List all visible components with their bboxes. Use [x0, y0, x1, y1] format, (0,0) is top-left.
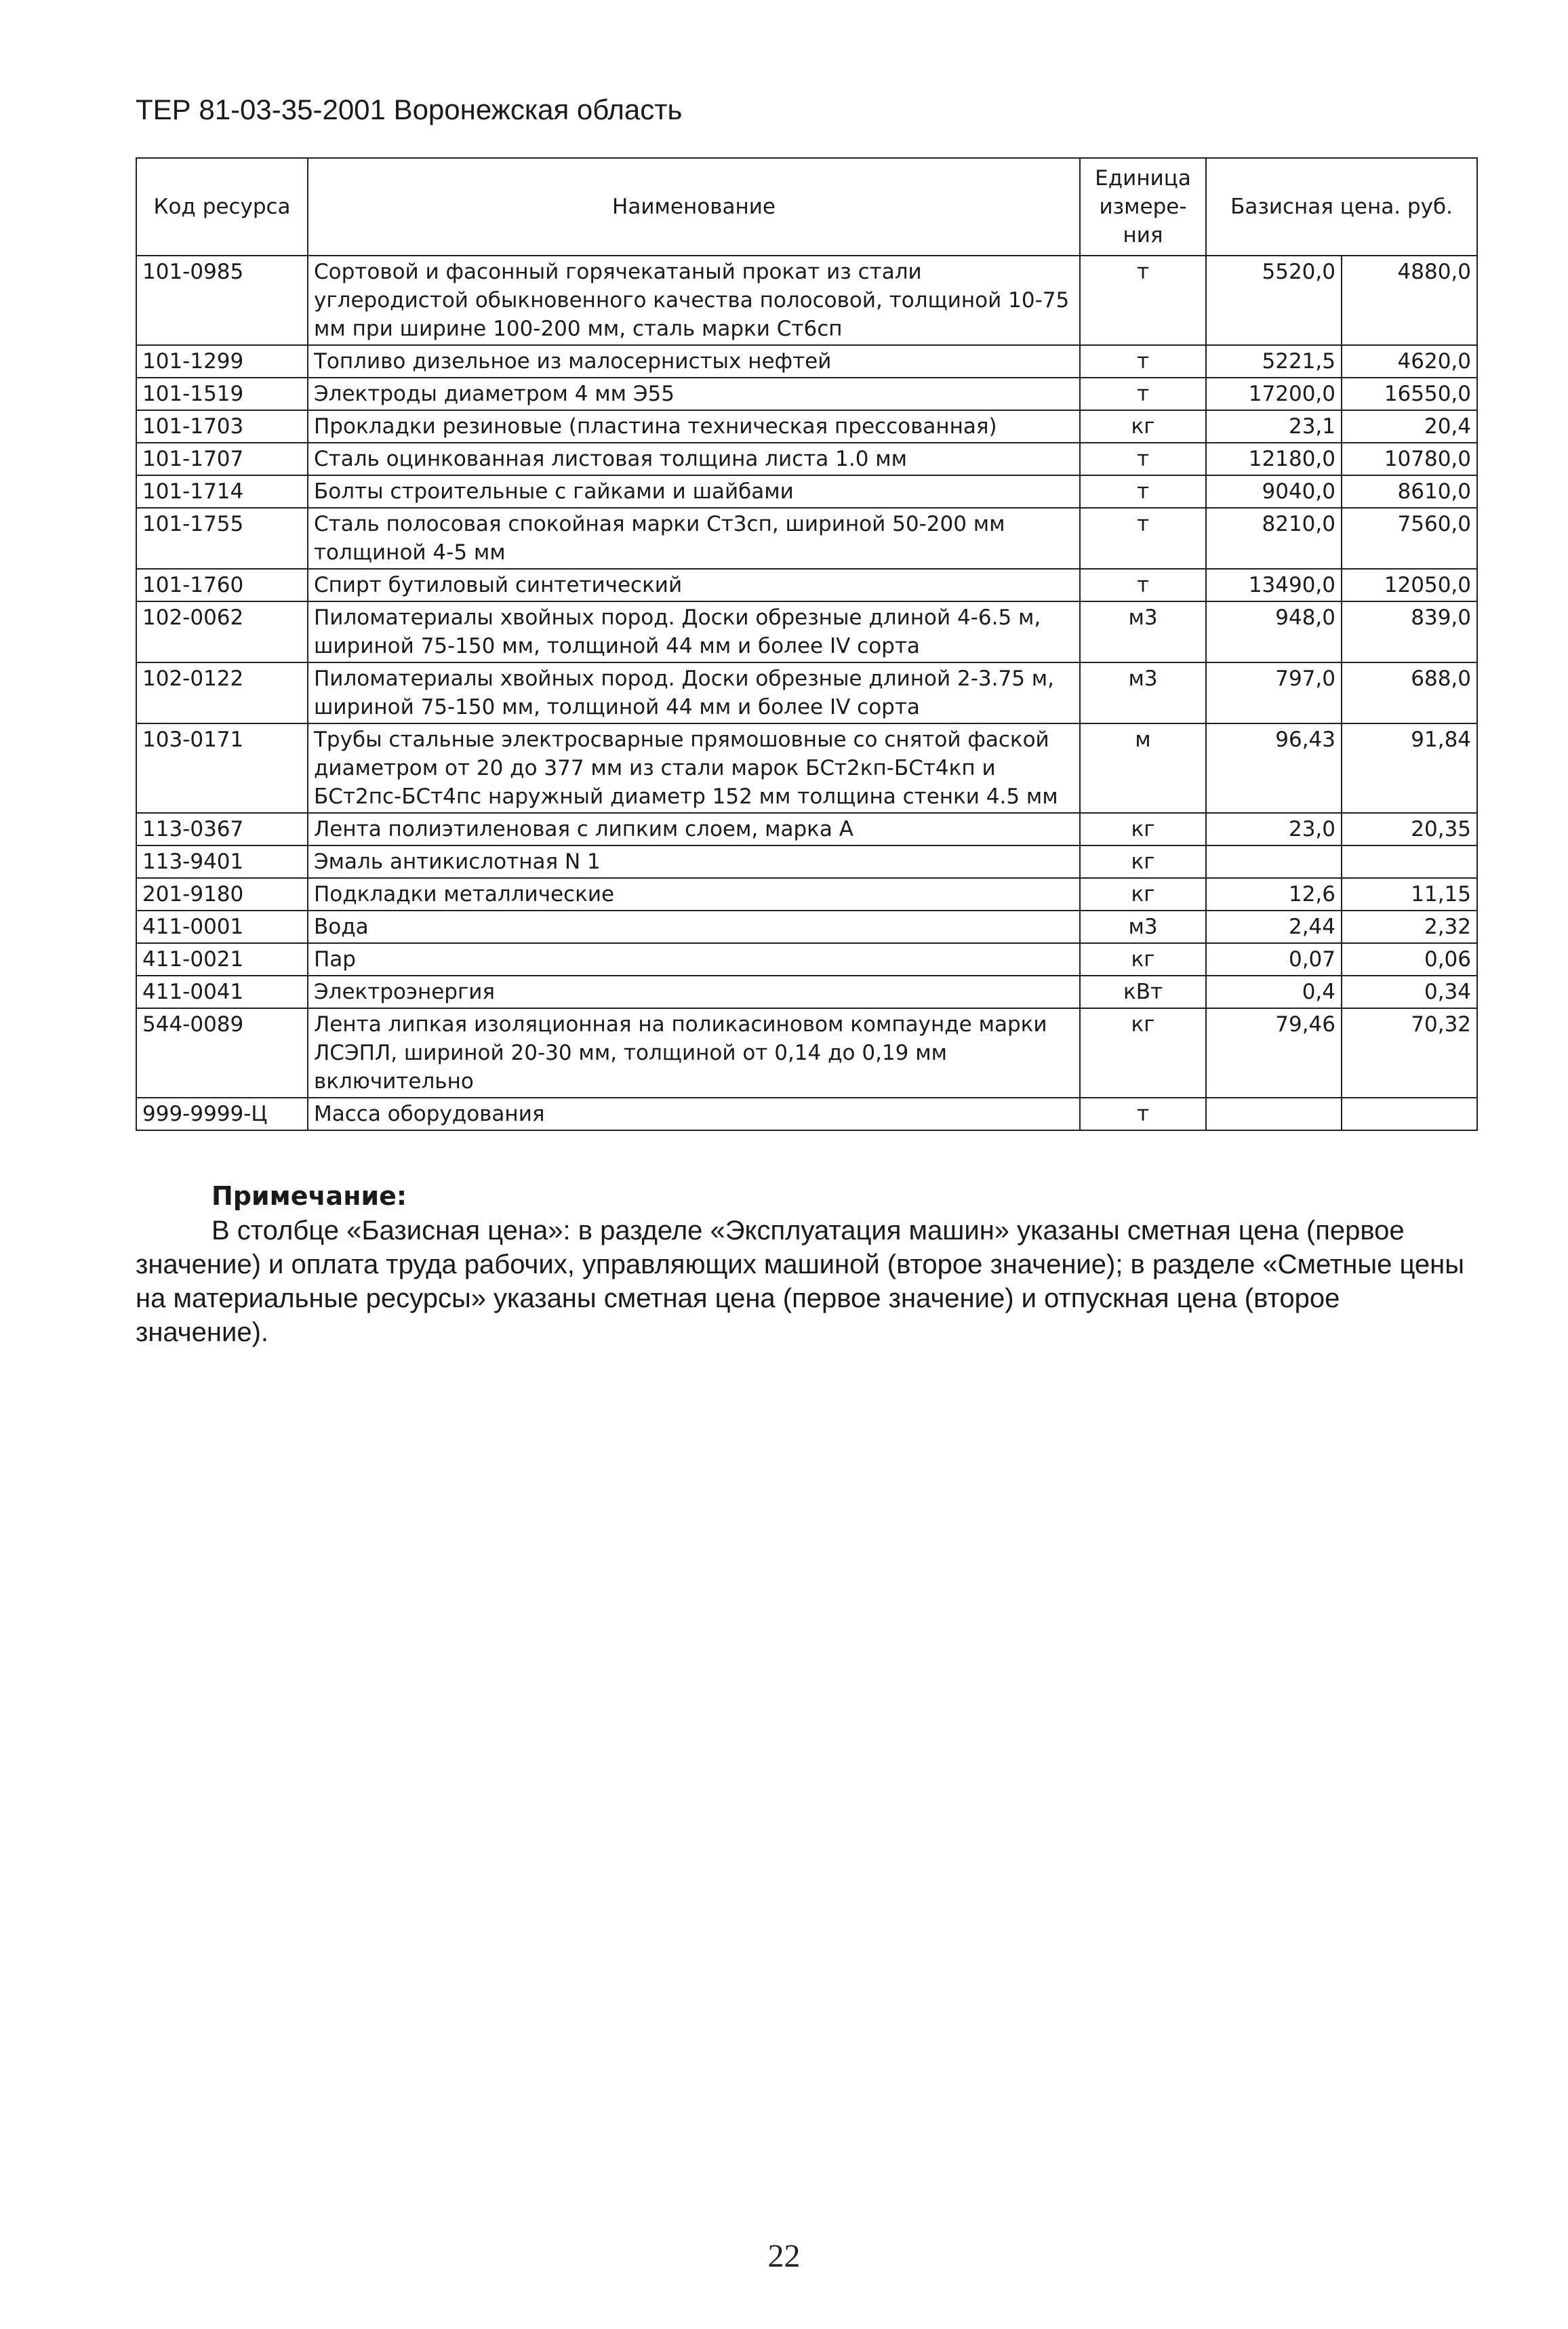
- resource-code-cell: 101-1299: [136, 345, 308, 378]
- release-price-cell: 16550,0: [1342, 378, 1477, 410]
- unit-cell: кг: [1080, 943, 1206, 976]
- resource-code-cell: 101-1760: [136, 569, 308, 601]
- col-header-code: Код ресурса: [136, 158, 308, 256]
- resource-name-cell: Масса оборудования: [308, 1098, 1080, 1130]
- col-header-name: Наименование: [308, 158, 1080, 256]
- base-price-cell: 0,4: [1206, 976, 1342, 1008]
- table-row: [136, 1098, 1477, 1130]
- resource-price-table: [136, 157, 1478, 1131]
- unit-cell: т: [1080, 475, 1206, 508]
- release-price-cell: 70,32: [1342, 1008, 1477, 1098]
- unit-cell: т: [1080, 443, 1206, 475]
- note-text: В столбце «Базисная цена»: в разделе «Эксплуатация машин» указаны сметная цена (первое значение) и оплата труда рабочих, управляющих машиной (второе значение); в разделе «Сметные цены на материальные ресурсы» указаны сметная цена (первое значение) и отпускная цена (второе значение).: [136, 1216, 1464, 1347]
- table-row: [136, 475, 1477, 508]
- unit-cell: кг: [1080, 410, 1206, 443]
- unit-cell: кг: [1080, 813, 1206, 845]
- unit-cell: м3: [1080, 662, 1206, 723]
- unit-cell: т: [1080, 256, 1206, 345]
- base-price-cell: 2,44: [1206, 911, 1342, 943]
- release-price-cell: 91,84: [1342, 723, 1477, 813]
- resource-name-cell: Трубы стальные электросварные прямошовные со снятой фаской диаметром от 20 до 377 мм из стали марок БСт2кп-БСт4кп и БСт2пс-БСт4пс наружный диаметр 152 мм толщина стенки 4.5 мм: [308, 723, 1080, 813]
- table-row: [136, 256, 1477, 345]
- table-row: [136, 813, 1477, 845]
- unit-cell: м3: [1080, 911, 1206, 943]
- resource-name-cell: Топливо дизельное из малосернистых нефтей: [308, 345, 1080, 378]
- resource-code-cell: 113-9401: [136, 845, 308, 878]
- release-price-cell: 0,34: [1342, 976, 1477, 1008]
- release-price-cell: 10780,0: [1342, 443, 1477, 475]
- unit-cell: кВт: [1080, 976, 1206, 1008]
- release-price-cell: 20,35: [1342, 813, 1477, 845]
- base-price-cell: 5520,0: [1206, 256, 1342, 345]
- table-row: [136, 410, 1477, 443]
- unit-cell: т: [1080, 378, 1206, 410]
- table-row: [136, 723, 1477, 813]
- resource-name-cell: Болты строительные с гайками и шайбами: [308, 475, 1080, 508]
- table-row: [136, 911, 1477, 943]
- base-price-cell: 79,46: [1206, 1008, 1342, 1098]
- unit-cell: кг: [1080, 1008, 1206, 1098]
- resource-code-cell: 101-1703: [136, 410, 308, 443]
- release-price-cell: [1342, 845, 1477, 878]
- resource-code-cell: 113-0367: [136, 813, 308, 845]
- resource-code-cell: 201-9180: [136, 878, 308, 911]
- release-price-cell: 20,4: [1342, 410, 1477, 443]
- base-price-cell: 0,07: [1206, 943, 1342, 976]
- release-price-cell: 688,0: [1342, 662, 1477, 723]
- col-header-price: Базисная цена. руб.: [1206, 158, 1477, 256]
- base-price-cell: 12,6: [1206, 878, 1342, 911]
- base-price-cell: [1206, 1098, 1342, 1130]
- resource-name-cell: Лента полиэтиленовая с липким слоем, марка А: [308, 813, 1080, 845]
- resource-name-cell: Пиломатериалы хвойных пород. Доски обрезные длиной 2-3.75 м, шириной 75-150 мм, толщиной 44 мм и более IV сорта: [308, 662, 1080, 723]
- release-price-cell: [1342, 1098, 1477, 1130]
- resource-code-cell: 544-0089: [136, 1008, 308, 1098]
- resource-code-cell: 102-0122: [136, 662, 308, 723]
- table-row: [136, 443, 1477, 475]
- resource-name-cell: Пар: [308, 943, 1080, 976]
- base-price-cell: 9040,0: [1206, 475, 1342, 508]
- resource-name-cell: Электроэнергия: [308, 976, 1080, 1008]
- resource-name-cell: Лента липкая изоляционная на поликасиновом компаунде марки ЛСЭПЛ, шириной 20-30 мм, толщиной от 0,14 до 0,19 мм включительно: [308, 1008, 1080, 1098]
- table-row: [136, 878, 1477, 911]
- resource-code-cell: 411-0021: [136, 943, 308, 976]
- resource-name-cell: Сортовой и фасонный горячекатаный прокат из стали углеродистой обыкновенного качества полосовой, толщиной 10-75 мм при ширине 100-200 мм, сталь марки Ст6сп: [308, 256, 1080, 345]
- unit-cell: т: [1080, 508, 1206, 569]
- resource-code-cell: 411-0001: [136, 911, 308, 943]
- table-row: [136, 1008, 1477, 1098]
- table-row: [136, 508, 1477, 569]
- unit-cell: м: [1080, 723, 1206, 813]
- resource-name-cell: Сталь полосовая спокойная марки Ст3сп, шириной 50-200 мм толщиной 4-5 мм: [308, 508, 1080, 569]
- table-row: [136, 378, 1477, 410]
- base-price-cell: 23,0: [1206, 813, 1342, 845]
- release-price-cell: 2,32: [1342, 911, 1477, 943]
- col-header-unit: Единица измере-ния: [1080, 158, 1206, 256]
- release-price-cell: 4880,0: [1342, 256, 1477, 345]
- resource-name-cell: Спирт бутиловый синтетический: [308, 569, 1080, 601]
- base-price-cell: 948,0: [1206, 601, 1342, 662]
- release-price-cell: 4620,0: [1342, 345, 1477, 378]
- resource-name-cell: Подкладки металлические: [308, 878, 1080, 911]
- note-title: Примечание:: [212, 1181, 407, 1211]
- base-price-cell: 5221,5: [1206, 345, 1342, 378]
- resource-name-cell: Пиломатериалы хвойных пород. Доски обрезные длиной 4-6.5 м, шириной 75-150 мм, толщиной 44 мм и более IV сорта: [308, 601, 1080, 662]
- base-price-cell: 17200,0: [1206, 378, 1342, 410]
- resource-name-cell: Электроды диаметром 4 мм Э55: [308, 378, 1080, 410]
- resource-name-cell: Вода: [308, 911, 1080, 943]
- release-price-cell: 0,06: [1342, 943, 1477, 976]
- unit-cell: т: [1080, 345, 1206, 378]
- resource-code-cell: 102-0062: [136, 601, 308, 662]
- unit-cell: м3: [1080, 601, 1206, 662]
- table-row: [136, 845, 1477, 878]
- table-row: [136, 345, 1477, 378]
- base-price-cell: 8210,0: [1206, 508, 1342, 569]
- page-number: 22: [767, 2238, 801, 2274]
- unit-cell: т: [1080, 569, 1206, 601]
- base-price-cell: 12180,0: [1206, 443, 1342, 475]
- base-price-cell: 96,43: [1206, 723, 1342, 813]
- release-price-cell: 839,0: [1342, 601, 1477, 662]
- table-row: [136, 601, 1477, 662]
- release-price-cell: 12050,0: [1342, 569, 1477, 601]
- page-header: ТЕР 81-03-35-2001 Воронежская область: [136, 94, 683, 125]
- unit-cell: кг: [1080, 845, 1206, 878]
- table-row: [136, 569, 1477, 601]
- resource-code-cell: 101-1707: [136, 443, 308, 475]
- resource-code-cell: 101-1714: [136, 475, 308, 508]
- resource-name-cell: Сталь оцинкованная листовая толщина листа 1.0 мм: [308, 443, 1080, 475]
- resource-code-cell: 411-0041: [136, 976, 308, 1008]
- base-price-cell: 13490,0: [1206, 569, 1342, 601]
- table-row: [136, 662, 1477, 723]
- resource-code-cell: 101-1519: [136, 378, 308, 410]
- table-body: [136, 256, 1477, 1130]
- resource-name-cell: Прокладки резиновые (пластина техническая прессованная): [308, 410, 1080, 443]
- resource-code-cell: 103-0171: [136, 723, 308, 813]
- release-price-cell: 7560,0: [1342, 508, 1477, 569]
- resource-code-cell: 999-9999-Ц: [136, 1098, 308, 1130]
- base-price-cell: [1206, 845, 1342, 878]
- resource-code-cell: 101-0985: [136, 256, 308, 345]
- base-price-cell: 23,1: [1206, 410, 1342, 443]
- unit-cell: кг: [1080, 878, 1206, 911]
- resource-name-cell: Эмаль антикислотная N 1: [308, 845, 1080, 878]
- base-price-cell: 797,0: [1206, 662, 1342, 723]
- table-row: [136, 976, 1477, 1008]
- unit-cell: т: [1080, 1098, 1206, 1130]
- release-price-cell: 11,15: [1342, 878, 1477, 911]
- table-header-row: [136, 158, 1477, 256]
- table-row: [136, 943, 1477, 976]
- release-price-cell: 8610,0: [1342, 475, 1477, 508]
- resource-code-cell: 101-1755: [136, 508, 308, 569]
